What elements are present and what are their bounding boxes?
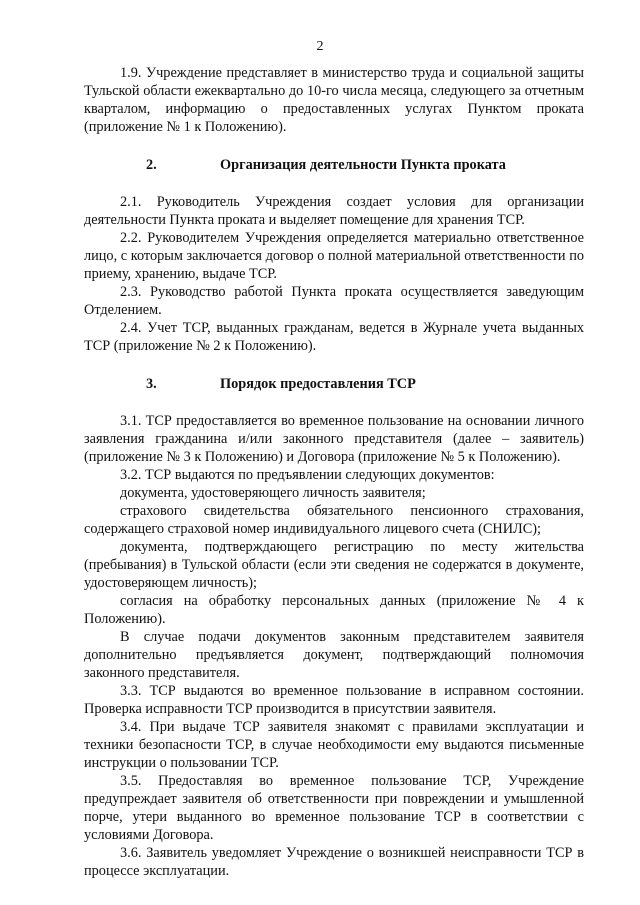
paragraph-2-3: 2.3. Руководство работой Пункта проката осуществляется заведующим Отделением. bbox=[84, 284, 584, 318]
document-list-item: документа, подтверждающего регистрацию по месту жительства (пребывания) в Тульской области (если эти сведения не содержатся в документе, удостоверяющем личность); bbox=[84, 539, 584, 591]
document-list-item: страхового свидетельства обязательного пенсионного страхования, содержащего страховой номер индивидуального лицевого счета (СНИЛС); bbox=[84, 503, 584, 537]
section-2-title: Организация деятельности Пункта проката bbox=[220, 157, 506, 173]
paragraph-1-9: 1.9. Учреждение представляет в министерство труда и социальной защиты Тульской области ежеквартально до 10-го числа месяца, следующего за отчетным кварталом, информацию о предоставленных услугах Пунктом проката (приложение № 1 к Положению). bbox=[84, 65, 584, 135]
paragraph-3-4: 3.4. При выдаче ТСР заявителя знакомят с правилами эксплуатации и техники безопасности ТСР, в случае необходимости ему выдаются письменные инструкции о пользовании ТСР. bbox=[84, 719, 584, 771]
paragraph-representative: В случае подачи документов законным представителем заявителя дополнительно предъявляется документ, подтверждающий полномочия законного представителя. bbox=[84, 629, 584, 681]
paragraph-2-2: 2.2. Руководителем Учреждения определяется материально ответственное лицо, с которым заключается договор о полной материальной ответственности по приему, хранению, выдаче ТСР. bbox=[84, 230, 584, 282]
document-body bbox=[84, 64, 584, 880]
document-list-item: документа, удостоверяющего личность заявителя; bbox=[120, 485, 426, 501]
paragraph-3-5: 3.5. Предоставляя во временное пользование ТСР, Учреждение предупреждает заявителя об ответственности при повреждении и умышленной порче, утери выданного во временное пользование ТСР в соответствии с условиями Договора. bbox=[84, 773, 584, 843]
page-number: 2 bbox=[316, 39, 324, 54]
paragraph-2-4: 2.4. Учет ТСР, выданных гражданам, ведется в Журнале учета выданных ТСР (приложение № 2 к Положению). bbox=[84, 320, 584, 354]
section-3-number: 3. bbox=[146, 376, 157, 392]
section-3-title: Порядок предоставления ТСР bbox=[220, 376, 416, 392]
section-2-number: 2. bbox=[146, 157, 157, 173]
section-2-heading bbox=[84, 156, 584, 174]
document-list-item: согласия на обработку персональных данных (приложение № 4 к Положению). bbox=[84, 593, 584, 627]
paragraph-2-1: 2.1. Руководитель Учреждения создает условия для организации деятельности Пункта проката и выделяет помещение для хранения ТСР. bbox=[84, 194, 584, 228]
paragraph-3-6: 3.6. Заявитель уведомляет Учреждение о возникшей неисправности ТСР в процессе эксплуатации. bbox=[84, 845, 584, 879]
paragraph-3-2: 3.2. ТСР выдаются по предъявлении следующих документов: bbox=[120, 467, 495, 483]
paragraph-3-3: 3.3. ТСР выдаются во временное пользование в исправном состоянии. Проверка исправности ТСР производится в присутствии заявителя. bbox=[84, 683, 584, 717]
paragraph-3-1: 3.1. ТСР предоставляется во временное пользование на основании личного заявления гражданина и/или законного представителя (далее – заявитель) (приложение № 3 к Положению) и Договора (приложение № 5 к Положению). bbox=[84, 413, 584, 465]
section-3-heading bbox=[84, 375, 584, 393]
